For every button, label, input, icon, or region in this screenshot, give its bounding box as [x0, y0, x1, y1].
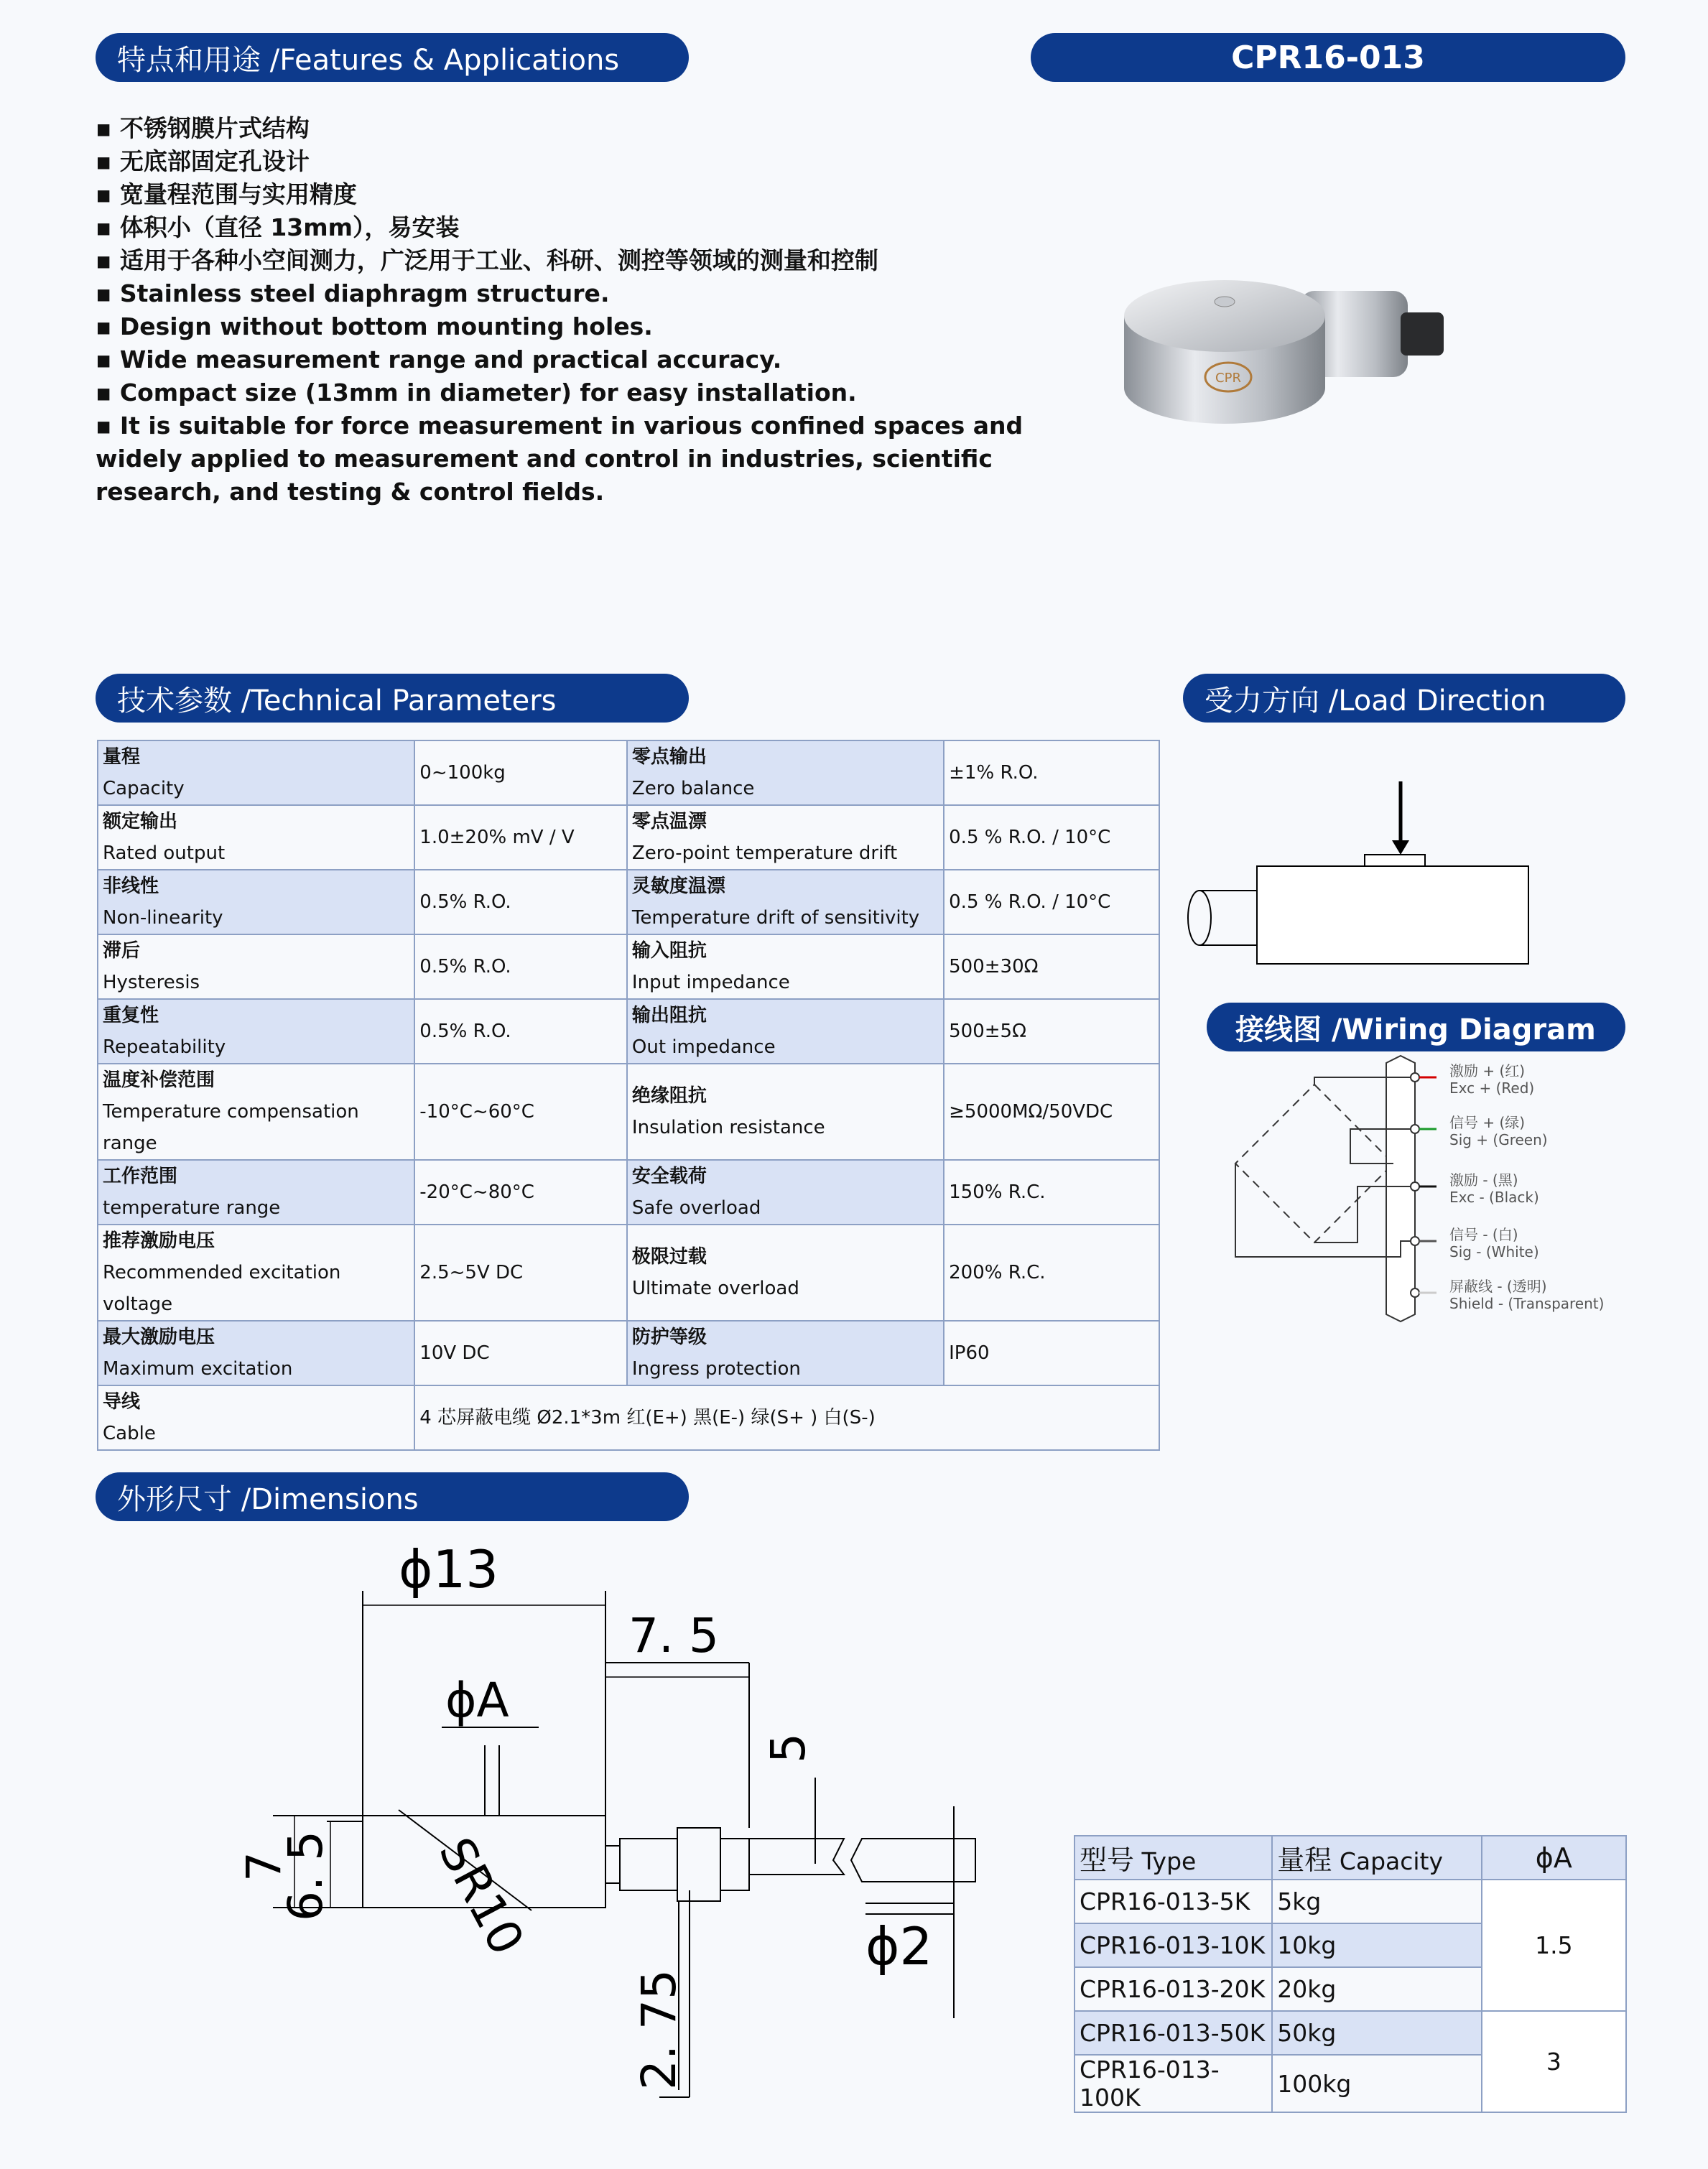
wire-label-cn: 屏蔽线 - (透明): [1449, 1278, 1547, 1295]
table-row: [98, 1160, 1159, 1225]
param-name-cell: [98, 805, 414, 870]
wire-label-cn: 激励 + (红): [1449, 1062, 1526, 1079]
table-row: [1075, 1880, 1626, 1923]
param-label-cn: 量程: [103, 746, 141, 768]
feature-item: ▪ It is suitable for force measurement in various confined spaces and: [96, 412, 1024, 440]
dim-diameter-2: ϕ2: [865, 1916, 933, 1977]
param-name-cell: [627, 934, 944, 999]
param-label-cn: 安全载荷: [631, 1166, 707, 1187]
capacity-cell: 100kg: [1272, 2055, 1481, 2112]
param-value-cell: 0.5% R.O.: [414, 999, 627, 1064]
param-label-en: Non-linearity: [103, 907, 223, 929]
cable-value-cell: 4 芯屏蔽电缆 Ø2.1*3m 红(E+) 黑(E-) 绿(S+ ) 白(S-): [414, 1385, 1159, 1450]
dim-5: 5: [761, 1733, 816, 1763]
wire-label-cn: 激励 - (黑): [1449, 1171, 1518, 1189]
feature-item: ▪ Design without bottom mounting holes.: [96, 312, 653, 340]
table-row: [98, 1385, 1159, 1450]
param-value-cell: ≥5000MΩ/50VDC: [944, 1064, 1159, 1160]
param-label-en: Ingress protection: [631, 1358, 801, 1380]
wire-label-en: Exc - (Black): [1449, 1189, 1539, 1206]
capacity-column-header: 量程 Capacity: [1272, 1836, 1481, 1880]
param-name-cell: [627, 1321, 944, 1385]
table-row: [98, 805, 1159, 870]
param-name-cell: [627, 805, 944, 870]
param-value-cell: 500±5Ω: [944, 999, 1159, 1064]
param-label-en: Temperature compensation range: [103, 1101, 359, 1154]
wire-label-cn: 信号 - (白): [1449, 1226, 1518, 1243]
model-header: [1031, 33, 1625, 82]
model-cell: CPR16-013-5K: [1075, 1880, 1272, 1923]
param-name-cell: [98, 1160, 414, 1225]
table-row: [98, 1321, 1159, 1385]
param-label-en: Zero balance: [631, 778, 755, 799]
feature-item: ▪ 宽量程范围与实用精度: [96, 180, 357, 208]
param-label-en: Maximum excitation: [103, 1358, 293, 1380]
wire-label-en: Exc + (Red): [1449, 1079, 1535, 1097]
param-name-cell: [98, 999, 414, 1064]
param-label-cn: 最大激励电压: [103, 1327, 215, 1348]
dim-phi-a: ϕA: [445, 1673, 509, 1728]
param-label-cn: 额定输出: [103, 811, 178, 832]
terminal-icon: [1411, 1182, 1419, 1191]
dim-7: 7: [236, 1852, 292, 1882]
features-header-label: 特点和用途 /Features & Applications: [117, 43, 620, 77]
table-row: [98, 999, 1159, 1064]
feature-item: widely applied to measurement and control in industries, scientific: [96, 445, 993, 473]
param-label-cn: 输出阻抗: [631, 1005, 707, 1026]
param-value-cell: 2.5~5V DC: [414, 1225, 627, 1321]
dim-diameter-13: ϕ13: [399, 1544, 499, 1599]
param-label-cn: 极限过载: [631, 1246, 707, 1268]
feature-item: research, and testing & control fields.: [96, 478, 605, 506]
model-cell: CPR16-013-50K: [1075, 2011, 1272, 2055]
feature-item: ▪ 体积小（直径 13mm），易安装: [96, 213, 460, 241]
param-label-en: Capacity: [103, 778, 185, 799]
technical-parameters-table: [97, 740, 1160, 1451]
param-label-cn: 推荐激励电压: [103, 1230, 215, 1252]
product-image: [1106, 273, 1451, 460]
param-name-cell: [98, 1385, 414, 1450]
model-title: CPR16-013: [1231, 39, 1425, 76]
param-value-cell: 0.5% R.O.: [414, 870, 627, 934]
param-label-cn: 非线性: [103, 876, 159, 897]
param-value-cell: -20°C~80°C: [414, 1160, 627, 1225]
table-row: [98, 870, 1159, 934]
param-value-cell: 0.5 % R.O. / 10°C: [944, 870, 1159, 934]
param-value-cell: 0.5 % R.O. / 10°C: [944, 805, 1159, 870]
param-label-cn: 零点温漂: [631, 811, 707, 832]
param-label-en: Out impedance: [631, 1036, 776, 1058]
param-name-cell: [98, 740, 414, 805]
param-label-cn: 滞后: [103, 940, 141, 962]
param-value-cell: IP60: [944, 1321, 1159, 1385]
capacity-cell: 10kg: [1272, 1923, 1481, 1967]
param-value-cell: 10V DC: [414, 1321, 627, 1385]
feature-item: ▪ 适用于各种小空间测力，广泛用于工业、科研、测控等领域的测量和控制: [96, 246, 878, 274]
param-label-en: Insulation resistance: [631, 1117, 825, 1138]
feature-item: ▪ Stainless steel diaphragm structure.: [96, 279, 610, 307]
feature-item: ▪ Wide measurement range and practical accuracy.: [96, 345, 782, 373]
param-label-en: temperature range: [103, 1197, 281, 1219]
model-cell: CPR16-013-100K: [1075, 2055, 1272, 2112]
param-name-cell: [627, 1160, 944, 1225]
terminal-icon: [1411, 1073, 1419, 1082]
wire-label-en: Sig + (Green): [1449, 1131, 1548, 1148]
table-row: [98, 1225, 1159, 1321]
param-name-cell: [98, 1225, 414, 1321]
param-label-en: Temperature drift of sensitivity: [631, 907, 920, 929]
capacity-cell: 5kg: [1272, 1880, 1481, 1923]
model-cell: CPR16-013-20K: [1075, 1967, 1272, 2011]
param-name-cell: [627, 740, 944, 805]
param-value-cell: 500±30Ω: [944, 934, 1159, 999]
table-row: [98, 740, 1159, 805]
param-value-cell: 0.5% R.O.: [414, 934, 627, 999]
param-name-cell: [627, 999, 944, 1064]
param-label-en: Repeatability: [103, 1036, 226, 1058]
model-capacity-table: [1074, 1835, 1627, 2113]
model-cell: CPR16-013-10K: [1075, 1923, 1272, 1967]
features-header: [96, 33, 689, 82]
product-logo-text: CPR: [1215, 371, 1241, 386]
param-name-cell: [627, 1225, 944, 1321]
technical-header-label: 技术参数 /Technical Parameters: [117, 684, 557, 717]
terminal-icon: [1411, 1125, 1419, 1133]
param-name-cell: [627, 870, 944, 934]
param-label-en: Zero-point temperature drift: [631, 842, 898, 864]
dimension-drawing: [165, 1544, 1013, 2104]
capacity-cell: 20kg: [1272, 1967, 1481, 2011]
param-label-en: Input impedance: [631, 972, 790, 993]
wire-label-cn: 信号 + (绿): [1449, 1114, 1526, 1131]
param-label-cn: 温度补偿范围: [103, 1069, 215, 1091]
phi-a-column-header: ϕA: [1482, 1836, 1626, 1880]
wiring-header-label: 接线图 /Wiring Diagram: [1235, 1013, 1596, 1046]
dimensions-header-label: 外形尺寸 /Dimensions: [117, 1482, 419, 1516]
wire-label-en: Shield - (Transparent): [1449, 1295, 1605, 1312]
param-name-cell: [98, 934, 414, 999]
feature-item: ▪ Compact size (13mm in diameter) for easy installation.: [96, 378, 857, 407]
param-value-cell: 150% R.C.: [944, 1160, 1159, 1225]
wiring-diagram: [1185, 1049, 1623, 1350]
wiring-header: [1207, 1003, 1625, 1051]
dim-6-5: 6. 5: [278, 1831, 333, 1921]
technical-header: [96, 674, 689, 723]
param-label-en: Recommended excitation voltage: [103, 1262, 341, 1315]
dimensions-header: [96, 1472, 689, 1521]
feature-item: ▪ 不锈钢膜片式结构: [96, 114, 310, 142]
param-label-cn: 导线: [103, 1391, 141, 1413]
param-label-en: Rated output: [103, 842, 226, 864]
param-label-cn: 重复性: [103, 1005, 159, 1026]
param-name-cell: [98, 1064, 414, 1160]
load-direction-diagram: [1178, 776, 1551, 977]
param-label-en: Safe overload: [631, 1197, 761, 1219]
phi-a-cell: 3: [1482, 2011, 1626, 2112]
param-label-cn: 防护等级: [631, 1327, 707, 1348]
table-row: [98, 1064, 1159, 1160]
dim-7-5: 7. 5: [628, 1608, 719, 1663]
dim-sr10: SR10: [427, 1829, 535, 1964]
param-label-cn: 灵敏度温漂: [631, 876, 725, 897]
types-header-row: [1075, 1836, 1626, 1880]
param-value-cell: 200% R.C.: [944, 1225, 1159, 1321]
param-name-cell: [98, 1321, 414, 1385]
type-column-header: 型号 Type: [1075, 1836, 1272, 1880]
table-row: [1075, 2011, 1626, 2055]
capacity-cell: 50kg: [1272, 2011, 1481, 2055]
param-name-cell: [98, 870, 414, 934]
param-label-en: Hysteresis: [103, 972, 200, 993]
param-label-cn: 绝缘阻抗: [631, 1085, 707, 1107]
dim-2-75: 2. 75: [631, 1969, 687, 2090]
terminal-icon: [1411, 1288, 1419, 1297]
feature-item: ▪ 无底部固定孔设计: [96, 147, 310, 175]
terminal-icon: [1411, 1237, 1419, 1245]
load-direction-label: 受力方向 /Load Direction: [1205, 684, 1546, 717]
param-label-en: Cable: [103, 1423, 156, 1444]
phi-a-cell: 1.5: [1482, 1880, 1626, 2011]
load-direction-header: [1183, 674, 1625, 723]
param-label-cn: 零点输出: [631, 746, 707, 768]
table-row: [98, 934, 1159, 999]
param-label-cn: 工作范围: [103, 1166, 178, 1187]
param-label-en: Ultimate overload: [631, 1278, 799, 1299]
param-value-cell: ±1% R.O.: [944, 740, 1159, 805]
param-value-cell: 0~100kg: [414, 740, 627, 805]
param-label-cn: 输入阻抗: [631, 940, 707, 962]
param-value-cell: 1.0±20% mV / V: [414, 805, 627, 870]
param-value-cell: -10°C~60°C: [414, 1064, 627, 1160]
wire-label-en: Sig - (White): [1449, 1243, 1539, 1260]
param-name-cell: [627, 1064, 944, 1160]
features-list: [96, 112, 1024, 508]
